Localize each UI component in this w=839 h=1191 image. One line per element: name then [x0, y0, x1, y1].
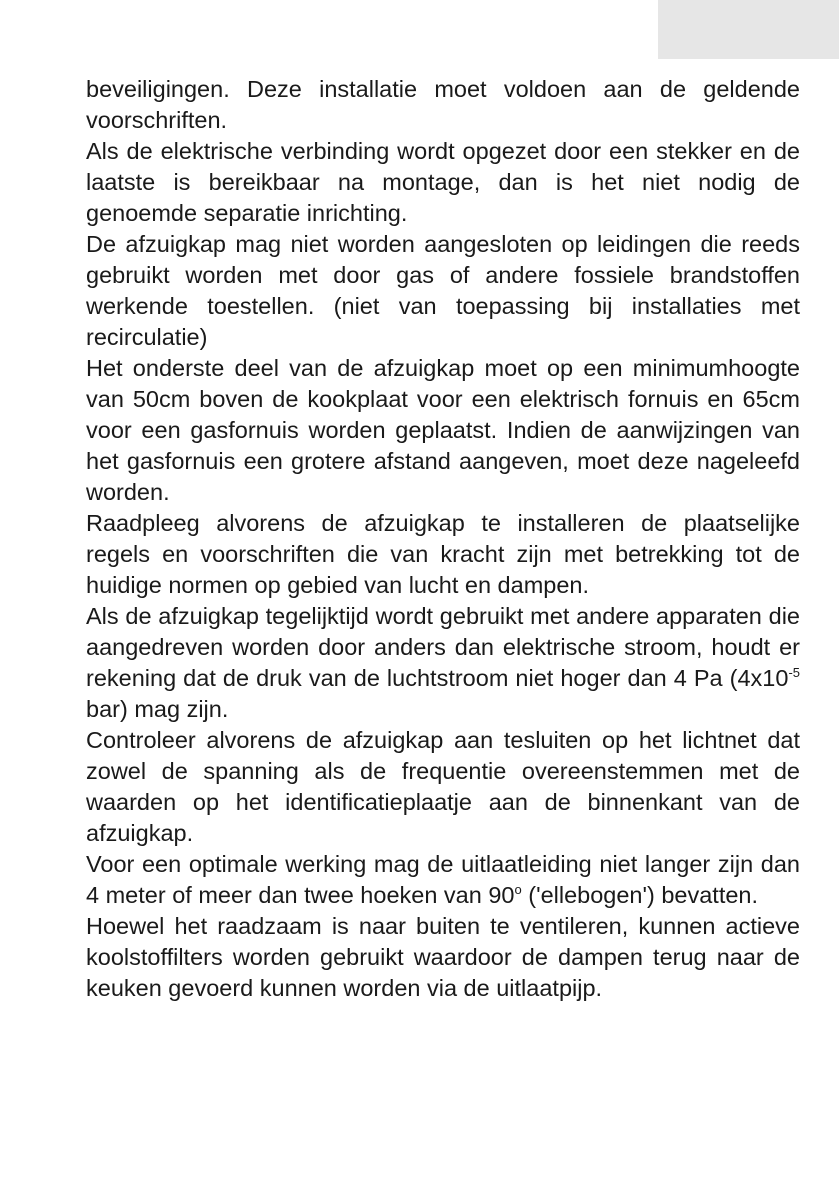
air-pressure-text: Als de afzuigkap tegelijktijd wordt gebruikt met andere apparaten die aangedreven worden door anders dan elektrische stroom, houdt er rekening dat de druk van de luchtstroom niet hoger dan 4 Pa (4x10 [86, 603, 800, 691]
degree-symbol: o [514, 882, 522, 897]
paragraph-voltage-check: Controleer alvorens de afzuigkap aan tesluiten op het lichtnet dat zowel de spanning als de frequentie overeenstemmen met de waarden op het identificatieplaatje aan de binnenkant van de afzuigkap. [86, 727, 800, 846]
air-pressure-exponent: -5 [788, 665, 800, 680]
exhaust-duct-text-end: ('ellebogen') bevatten. [521, 882, 759, 908]
manual-text-body [86, 74, 800, 1004]
paragraph-carbon-filters: Hoewel het raadzaam is naar buiten te ventileren, kunnen actieve koolstoffilters worden gebruikt waardoor de dampen terug naar de keuken gevoerd kunnen worden via de uitlaatpijp. [86, 913, 800, 1001]
paragraph-local-regulations: Raadpleeg alvorens de afzuigkap te installeren de plaatselijke regels en voorschriften die van kracht zijn met betrekking tot de huidige normen op gebied van lucht en dampen. [86, 510, 800, 598]
paragraph-gas-ducts: De afzuigkap mag niet worden aangesloten op leidingen die reeds gebruikt worden met door gas of andere fossiele brandstoffen werkende toestellen. (niet van toepassing bij installaties met recirculatie) [86, 231, 800, 350]
exhaust-duct-text: Voor een optimale werking mag de uitlaatleiding niet langer zijn dan 4 meter of meer dan twee hoeken van 90 [86, 851, 800, 908]
paragraph-plug-connection: Als de elektrische verbinding wordt opgezet door een stekker en de laatste is bereikbaar na montage, dan is het niet nodig de genoemde separatie inrichting. [86, 138, 800, 226]
paragraph-exhaust-duct [86, 849, 800, 911]
paragraph-air-pressure [86, 601, 800, 725]
air-pressure-text-end: bar) mag zijn. [86, 696, 229, 722]
paragraph-mounting-height: Het onderste deel van de afzuigkap moet op een minimumhoogte van 50cm boven de kookplaat voor een elektrisch fornuis en 65cm voor een gasfornuis worden geplaatst. Indien de aanwijzingen van het gasfornuis een grotere afstand aangeven, moet deze nageleefd worden. [86, 355, 800, 505]
page-corner-tab [658, 0, 839, 59]
paragraph-safety-continued: beveiligingen. Deze installatie moet voldoen aan de geldende voorschriften. [86, 76, 800, 133]
